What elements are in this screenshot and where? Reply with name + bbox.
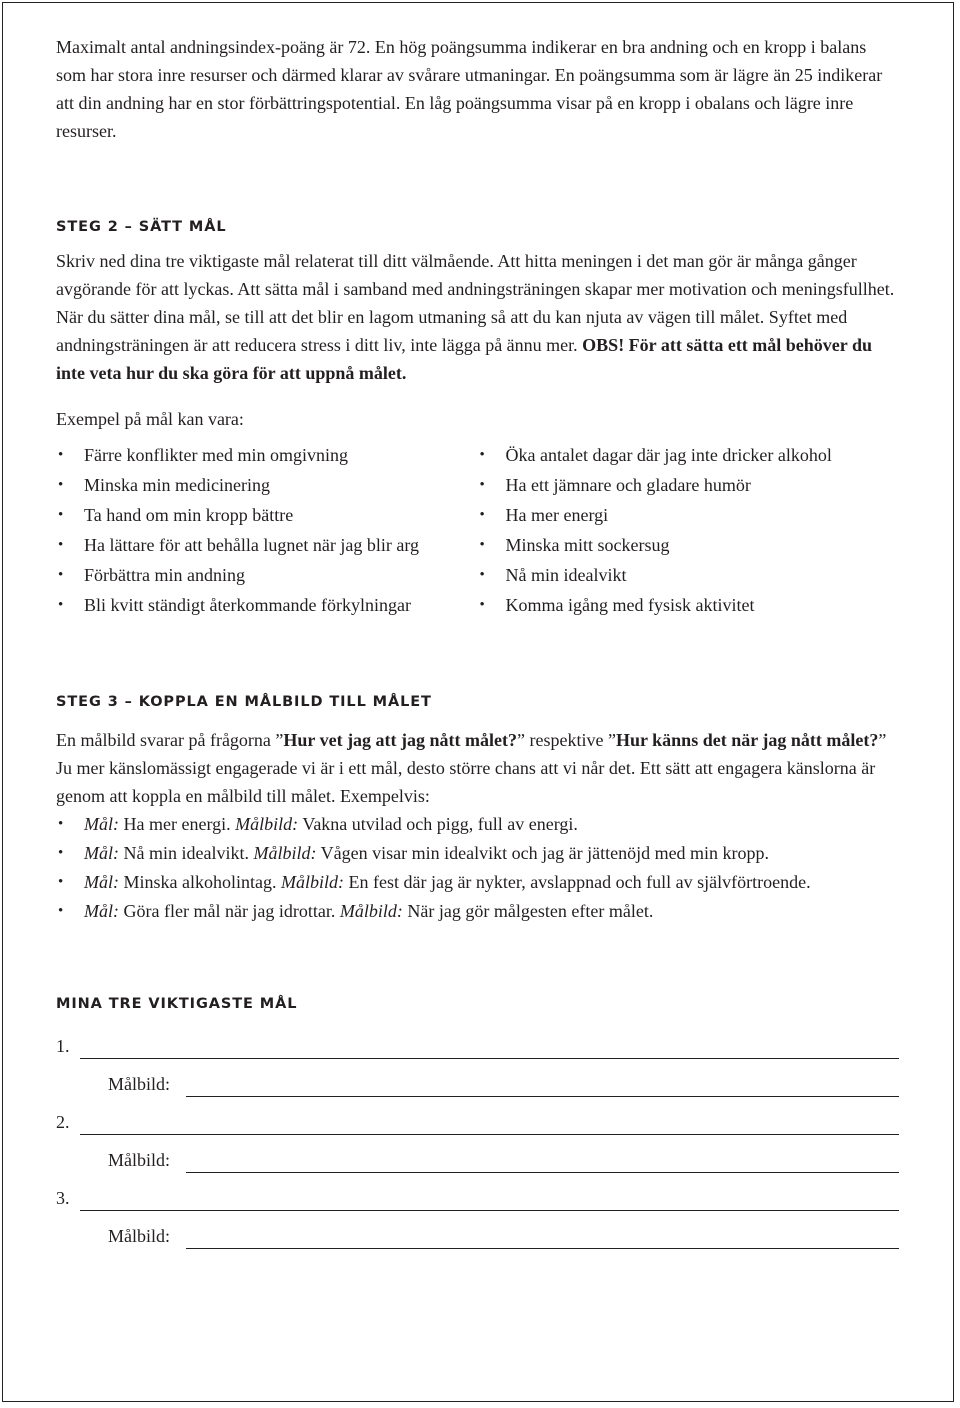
list-item: • Minska min medicinering [56, 470, 478, 500]
examples-right-column [478, 440, 900, 620]
image-label: Målbild: [108, 1150, 170, 1170]
goal-label: Mål: [84, 872, 119, 892]
image-label: Målbild: [108, 1226, 170, 1246]
document-content [56, 33, 899, 1256]
goals-form [56, 1028, 899, 1256]
list-item: • Nå min idealvikt [478, 560, 900, 590]
my-goals-heading: MINA TRE VIKTIGASTE MÅL [56, 996, 298, 1012]
list-item: • Ta hand om min kropp bättre [56, 500, 478, 530]
list-item: • Ha ett jämnare och gladare humör [478, 470, 900, 500]
goal-label: Mål: [84, 814, 119, 834]
step3-heading: STEG 3 – KOPPLA EN MÅLBILD TILL MÅLET [56, 694, 432, 710]
goal-2-image-row [56, 1142, 899, 1180]
goal-number: 2. [56, 1112, 70, 1132]
step3-text-1: En målbild svarar på frågorna ” [56, 730, 284, 750]
goal-2-image-input-line[interactable] [186, 1172, 899, 1173]
goal-3-input-line[interactable] [80, 1210, 899, 1211]
examples-intro: Exempel på mål kan vara: [56, 409, 244, 429]
goal-1-image-input-line[interactable] [186, 1096, 899, 1097]
goal-2-row [56, 1104, 899, 1142]
goal-1-image-row [56, 1066, 899, 1104]
image-label: Målbild: [253, 843, 317, 863]
list-item [56, 868, 899, 897]
image-label: Målbild: [280, 872, 344, 892]
image-text: En fest där jag är nykter, avslappnad och full av självförtroende. [348, 872, 811, 892]
goal-1-input-line[interactable] [80, 1058, 899, 1059]
list-item: • Komma igång med fysisk aktivitet [478, 590, 900, 620]
image-label: Målbild: [108, 1074, 170, 1094]
step3-paragraph [56, 726, 899, 810]
step3-examples-list [56, 810, 899, 926]
goal-label: Mål: [84, 843, 119, 863]
page [2, 2, 954, 1402]
goal-number: 1. [56, 1036, 70, 1056]
goal-2-input-line[interactable] [80, 1134, 899, 1135]
image-label: Målbild: [339, 901, 403, 921]
goal-text: Göra fler mål när jag idrottar. [123, 901, 336, 921]
goal-text: Nå min idealvikt. [123, 843, 249, 863]
step2-bold-note: OBS! För att sätta ett mål behöver du inte veta hur du ska göra för att uppnå målet. [56, 335, 872, 383]
step3-question-1: Hur vet jag att jag nått målet? [283, 730, 518, 750]
list-item: • Minska mitt sockersug [478, 530, 900, 560]
list-item: • Färre konflikter med min omgivning [56, 440, 478, 470]
goal-text: Minska alkoholintag. [123, 872, 277, 892]
step3-text-2: ” respektive ” [517, 730, 616, 750]
examples-columns [56, 440, 899, 620]
step2-heading: STEG 2 – SÄTT MÅL [56, 219, 227, 235]
image-text: När jag gör målgesten efter målet. [407, 901, 654, 921]
examples-left-list [56, 440, 478, 620]
list-item: • Ha lättare för att behålla lugnet när jag blir arg [56, 530, 478, 560]
goal-number: 3. [56, 1188, 70, 1208]
image-text: Vågen visar min idealvikt och jag är jättenöjd med min kropp. [320, 843, 770, 863]
intro-paragraph: Maximalt antal andningsindex-poäng är 72. En hög poängsumma indikerar en bra andning och en kropp i balans som har stora inre resurser och därmed klarar av svårare utmaningar. En poängsumma som är lägre än 25 indikerar att din andning har en stor förbättringspotential. En låg poängsumma visar på en kropp i obalans och lägre inre resurser. [56, 37, 883, 141]
list-item: • Förbättra min andning [56, 560, 478, 590]
goal-text: Ha mer energi. [123, 814, 231, 834]
image-text: Vakna utvilad och pigg, full av energi. [302, 814, 578, 834]
step2-paragraph [56, 247, 899, 387]
step3-question-2: Hur känns det när jag nått målet? [615, 730, 879, 750]
list-item [56, 897, 899, 926]
list-item [56, 839, 899, 868]
goal-3-row [56, 1180, 899, 1218]
list-item: • Ha mer energi [478, 500, 900, 530]
examples-left-column [56, 440, 478, 620]
examples-right-list [478, 440, 900, 620]
goal-3-image-input-line[interactable] [186, 1248, 899, 1249]
step2-text: Skriv ned dina tre viktigaste mål relaterat till ditt välmående. Att hitta meningen i det man gör är många gånger avgörande för att lyckas. Att sätta mål i samband med andningsträningen skapar mer motivation och meningsfullhet. När du sätter dina mål, se till att det blir en lagom utmaning så att du kan njuta av vägen till målet. Syftet med andningsträningen är att reducera stress i ditt liv, inte lägga på ännu mer. [56, 251, 895, 355]
step3-text-3: ” Ju mer känslomässigt engagerade vi är i ett mål, desto större chans att vi når det. Ett sätt att engagera känslorna är genom att koppla en målbild till målet. Exempelvis: [56, 730, 887, 806]
list-item [56, 810, 899, 839]
goal-1-row [56, 1028, 899, 1066]
goal-label: Mål: [84, 901, 119, 921]
image-label: Målbild: [235, 814, 299, 834]
list-item: • Bli kvitt ständigt återkommande förkylningar [56, 590, 478, 620]
list-item: • Öka antalet dagar där jag inte dricker alkohol [478, 440, 900, 470]
goal-3-image-row [56, 1218, 899, 1256]
